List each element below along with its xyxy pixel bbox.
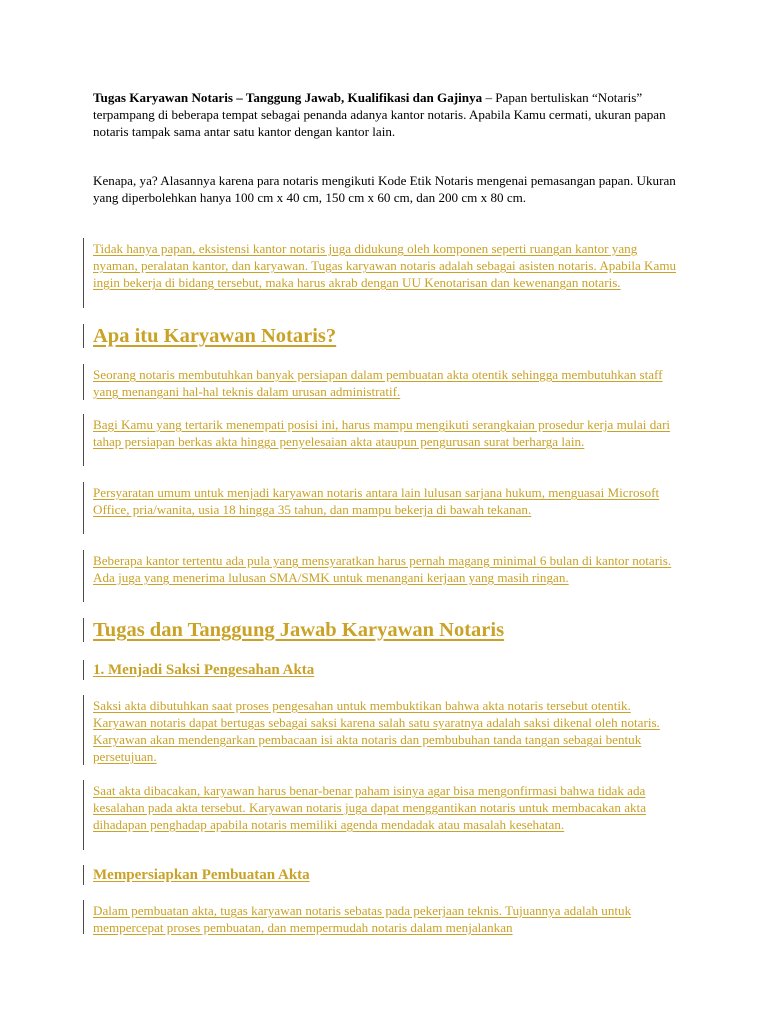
subheading-saksi[interactable]: 1. Menjadi Saksi Pengesahan Akta xyxy=(93,662,315,678)
section1-paragraph-1[interactable]: Seorang notaris membutuhkan banyak persiapan dalam pembuatan akta otentik sehingga membutuhkan staff yang menangani hal-hal teknis dalam urusan administratif. xyxy=(93,367,663,399)
sub1-paragraph-2[interactable]: Saat akta dibacakan, karyawan harus benar-benar paham isinya agar bisa mengonfirmasi bahwa tidak ada kesalahan pada akta tersebut. Karyawan notaris juga dapat menggantikan notaris untuk membacakan akta dihadapan penghadap apabila notaris memiliki agenda mendadak atau masalah kesehatan. xyxy=(93,783,646,832)
heading-bar xyxy=(83,865,84,885)
intro-paragraph-2: Kenapa, ya? Alasannya karena para notaris mengikuti Kode Etik Notaris mengenai pemasangan papan. Ukuran yang diperbolehkan hanya 100 cm x 40 cm, 150 cm x 60 cm, dan 200 cm x 80 cm. xyxy=(93,173,676,205)
quote-bar xyxy=(83,414,84,466)
heading-bar xyxy=(83,324,84,348)
quote-paragraph[interactable]: Tidak hanya papan, eksistensi kantor notaris juga didukung oleh komponen seperti ruangan kantor yang nyaman, peralatan kantor, dan karyawan. Tugas karyawan notaris adalah sebagai asisten notaris. Apabila Kamu ingin bekerja di bidang tersebut, maka harus akrab dengan UU Kenotarisan dan kewenangan notaris. xyxy=(93,241,677,290)
subheading-mempersiapkan[interactable]: Mempersiapkan Pembuatan Akta xyxy=(93,867,310,883)
section-heading-tugas[interactable]: Tugas dan Tanggung Jawab Karyawan Notaris xyxy=(93,619,505,641)
quote-bar xyxy=(83,695,84,765)
quote-bar xyxy=(83,900,84,934)
intro-paragraph xyxy=(93,89,683,140)
intro-title: Tugas Karyawan Notaris – Tanggung Jawab, Kualifikasi dan Gajinya xyxy=(93,90,483,105)
section1-paragraph-4[interactable]: Beberapa kantor tertentu ada pula yang mensyaratkan harus pernah magang minimal 6 bulan di kantor notaris. Ada juga yang menerima lulusan SMA/SMK untuk menangani kerjaan yang masih ringan. xyxy=(93,553,672,585)
quote-bar xyxy=(83,780,84,850)
sub2-paragraph-1[interactable]: Dalam pembuatan akta, tugas karyawan notaris sebatas pada pekerjaan teknis. Tujuannya adalah untuk mempercepat proses pembuatan, dan mempermudah notaris dalam menjalankan xyxy=(93,903,632,935)
quote-bar xyxy=(83,364,84,400)
quote-bar xyxy=(83,238,84,308)
section1-paragraph-3[interactable]: Persyaratan umum untuk menjadi karyawan notaris antara lain lulusan sarjana hukum, menguasai Microsoft Office, pria/wanita, usia 18 hingga 35 tahun, dan mampu bekerja di bawah tekanan. xyxy=(93,485,660,517)
quote-bar xyxy=(83,482,84,534)
section-heading-apa-itu[interactable]: Apa itu Karyawan Notaris? xyxy=(93,325,337,347)
section1-paragraph-2[interactable]: Bagi Kamu yang tertarik menempati posisi ini, harus mampu mengikuti serangkaian prosedur kerja mulai dari tahap persiapan berkas akta hingga penyelesaian akta ataupun pengurusan surat berharga lain. xyxy=(93,417,671,449)
sub1-paragraph-1[interactable]: Saksi akta dibutuhkan saat proses pengesahan untuk membuktikan bahwa akta notaris tersebut otentik. Karyawan notaris dapat bertugas sebagai saksi karena salah satu syaratnya adalah saksi dikenal oleh notaris. Karyawan akan mendengarkan pembacaan isi akta notaris dan pembubuhan tanda tangan sebagai bentuk persetujuan. xyxy=(93,698,660,764)
heading-bar xyxy=(83,618,84,642)
quote-bar xyxy=(83,550,84,602)
heading-bar xyxy=(83,660,84,680)
intro-text: – Papan bertuliskan “Notaris” terpampang di beberapa tempat sebagai penanda adanya kantor notaris. Apabila Kamu cermati, ukuran papan notaris tampak sama antar satu kantor dengan kantor lain. xyxy=(93,90,666,139)
